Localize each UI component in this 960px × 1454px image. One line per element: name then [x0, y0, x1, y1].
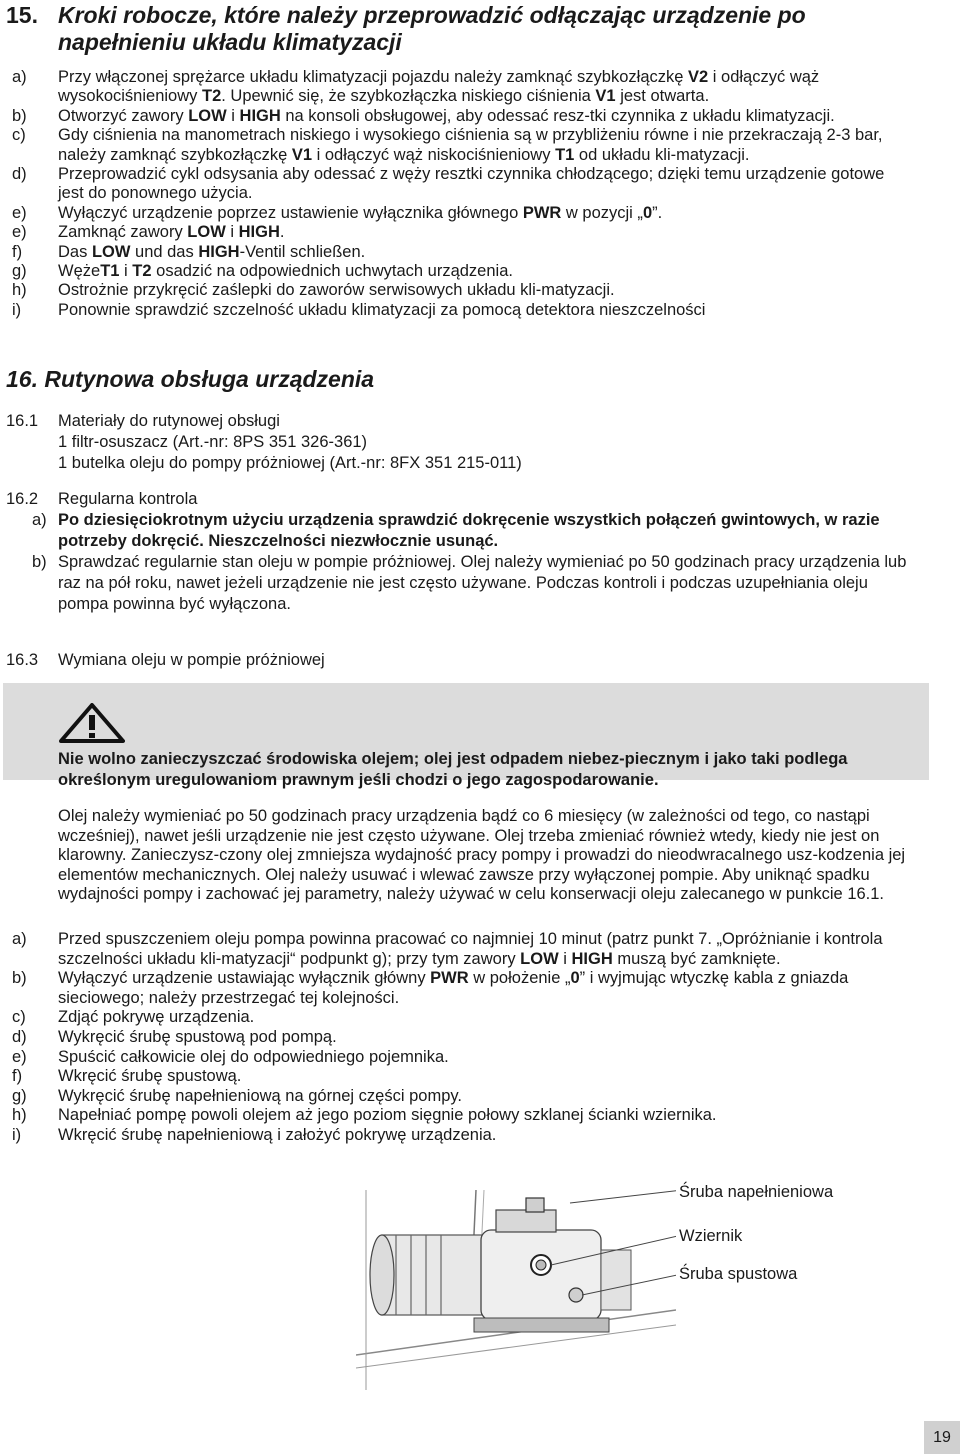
section-15-item-text: LOW [188, 106, 227, 125]
section-15-item [6, 262, 911, 281]
section-15-item-text: ”. [652, 203, 663, 222]
section-15-item-text: Wyłączyć urządzenie poprzez ustawienie wyłącznika głównego [58, 203, 523, 222]
callout-sight-glass: Wziernik [679, 1227, 743, 1245]
section-15-item-text: V1 [291, 145, 313, 164]
section-15-item-text: LOW [187, 223, 226, 242]
section-16-2-a-label: a) [32, 511, 47, 529]
section-16-2-b-label: b) [32, 553, 47, 571]
page-number: 19 [924, 1421, 960, 1454]
section-15-item-label: e) [12, 203, 27, 222]
section-16-3-item [6, 969, 911, 1008]
section-16-2-a-text: Po dziesięciokrotnym użyciu urządzenia sprawdzić dokręcenie wszystkich połączeń gwintowych, w razie potrzeby dokręcić. Nieszczelności niezwłocznie usunąć. [58, 511, 880, 550]
section-16-1-title: Materiały do rutynowej obsługi [58, 412, 280, 430]
section-15-item-text: -Ventil schließen. [239, 242, 366, 261]
section-15-item-label: g) [12, 262, 27, 281]
section-16-1-line-2: 1 butelka oleju do pompy próżniowej (Art.-nr: 8FX 351 215-011) [58, 454, 522, 472]
section-15-item-text: Zamknąć zawory [58, 223, 188, 242]
section-15-item [6, 243, 911, 262]
section-16-3-item-text: PWR [430, 969, 469, 988]
section-15-item-text: . [279, 223, 285, 242]
section-16-3-item-text: w położenie „ [468, 969, 571, 988]
section-16-3-item [6, 1008, 911, 1028]
section-15-item-text: i [226, 106, 240, 125]
section-15-item-text: Otworzyć zawory [58, 106, 189, 125]
section-15-item-text: 0 [642, 203, 653, 222]
section-15-item [6, 281, 911, 300]
section-16-3-item [6, 1067, 911, 1087]
section-16-2 [6, 489, 911, 615]
section-15-item-text: T1 [100, 262, 120, 281]
section-16-3-item-label: h) [12, 1106, 27, 1125]
section-15-item-text: T2 [132, 262, 152, 281]
section-15-item [6, 301, 911, 320]
section-16-3-item-label: d) [12, 1027, 27, 1046]
section-15-item-text: Ponownie sprawdzić szczelność układu klimatyzacji za pomocą detektora nieszczelności [58, 300, 706, 319]
callout-fill-screw: Śruba napełnieniowa [679, 1183, 834, 1201]
section-16-1-line-1: 1 filtr-osuszacz (Art.-nr: 8PS 351 326-361) [58, 433, 368, 451]
section-15-item-text: Das [58, 242, 92, 261]
section-16-3-item [6, 930, 911, 969]
section-15-item-text: Gdy ciśnienia na manometrach niskiego i wysokiego ciśnienia są w przybliżeniu równe i nie przekraczają 2-3 bar, należy zamknąć szybkozłączkę [58, 126, 883, 164]
section-16-3-item-text: Zdjąć pokrywę urządzenia. [58, 1008, 255, 1027]
section-16-2-b-text: Sprawdzać regularnie stan oleju w pompie próżniowej. Olej należy wymieniać po 50 godzinach pracy urządzenia lub raz na pół roku, nawet jeżeli urządzenie nie jest często używane. Podczas kontroli i podczas uzupełniania oleju pompa powinna być wyłączona. [58, 553, 907, 613]
section-15-title: Kroki robocze, które należy przeprowadzić odłączając urządzenie po napełnieniu układu klimatyzacji [58, 2, 806, 55]
section-16-3-item-text: Napełniać pompę powoli olejem aż jego poziom sięgnie połowy szklanej ścianki wziernika. [58, 1106, 717, 1125]
section-15-item-label: b) [12, 106, 27, 125]
section-15-list [6, 68, 911, 320]
section-15-item-text: i [119, 262, 133, 281]
section-16-3-item-label: c) [12, 1008, 26, 1027]
section-15-item-text: und das [130, 242, 199, 261]
section-15-item [6, 126, 911, 165]
section-16-3-item [6, 1126, 911, 1146]
section-16-3-item-label: f) [12, 1067, 23, 1086]
section-15-item-label: c) [12, 126, 26, 145]
section-15-number: 15. [6, 2, 38, 28]
section-15-item-text: na konsoli obsługowej, aby odessać resz-tki czynnika z układu klimatyzacji. [280, 106, 835, 125]
section-15-item-text: V1 [595, 87, 616, 106]
section-16-3-item-text: Przed spuszczeniem oleju pompa powinna pracować co najmniej 10 minut (patrz punkt 7. „Opróżnianie i kontrola szczelności układu kli-matyzacji“ podpunkt g); przy tym zawory [58, 930, 883, 968]
section-15-item-text: V2 [688, 68, 709, 86]
section-15-item-text: i odłączyć wąż niskociśnieniowy [312, 145, 556, 164]
section-15-item-text: i odłączyć wąż wysokociśnieniowy [58, 68, 820, 106]
section-15-item-label: a) [12, 68, 27, 86]
section-16-3-item-text: HIGH [571, 949, 613, 968]
section-16-3-steps [6, 930, 911, 1146]
section-16-3-item-text: Wyłączyć urządzenie ustawiając wyłącznik główny [58, 969, 431, 988]
section-15-item-text: jest otwarta. [615, 87, 710, 106]
warning-triangle-icon [59, 703, 125, 743]
section-15-item-text: HIGH [238, 223, 280, 242]
section-16-2-title: Regularna kontrola [58, 490, 198, 508]
section-15-item-text: PWR [522, 203, 562, 222]
section-16-3-item-label: e) [12, 1047, 27, 1066]
section-15-item-text: . Upewnić się, że szybkozłączka niskiego ciśnienia [221, 87, 596, 106]
section-16-3-item [6, 1087, 911, 1107]
section-16-2-number: 16.2 [6, 490, 39, 508]
section-16-1 [6, 411, 926, 474]
section-15-item-text: Ostrożnie przykręcić zaślepki do zaworów serwisowych układu kli-matyzacji. [58, 281, 615, 300]
section-15-item-text: HIGH [239, 106, 281, 125]
section-16-3-item-label: b) [12, 969, 27, 988]
section-15-item-label: i) [12, 300, 22, 319]
section-16-3-item-text: Spuścić całkowicie olej do odpowiedniego pojemnika. [58, 1047, 449, 1066]
section-15-item-text: T1 [555, 145, 575, 164]
section-16-3-item-label: g) [12, 1086, 27, 1105]
section-16-3-item-text: 0 [570, 969, 580, 988]
section-16-3-number: 16.3 [6, 651, 39, 669]
section-16-3-item-text: muszą być zamknięte. [612, 949, 781, 968]
section-15-item-text: LOW [91, 242, 131, 261]
section-16-3-item [6, 1028, 911, 1048]
section-15-item [6, 204, 911, 223]
section-16-3-item-label: i) [12, 1125, 22, 1144]
pump-illustration [356, 1190, 676, 1390]
section-15-item [6, 165, 911, 204]
warning-text: Nie wolno zanieczyszczać środowiska olejem; olej jest odpadem niebez-piecznym i jako taki podlega określonym uregulowaniom prawnym jeśli chodzi o jego zagospodarowanie. [58, 750, 848, 789]
section-15-item [6, 223, 911, 242]
section-16-3-item-text: Wykręcić śrubę spustową pod pompą. [58, 1027, 337, 1046]
section-16-3-item-label: a) [12, 930, 27, 948]
section-16-3-item-text: Wkręcić śrubę napełnieniową i założyć pokrywę urządzenia. [58, 1125, 497, 1144]
section-16-3-item [6, 1106, 911, 1126]
section-16-3-item-text: LOW [520, 949, 559, 968]
section-16-1-number: 16.1 [6, 412, 39, 430]
callout-drain-screw: Śruba spustowa [679, 1265, 798, 1283]
section-16-heading: 16. Rutynowa obsługa urządzenia [6, 366, 375, 392]
section-15-item-label: f) [12, 242, 23, 261]
section-15-item-text: i [225, 223, 239, 242]
section-15-item [6, 68, 911, 107]
section-16-3-title: Wymiana oleju w pompie próżniowej [58, 651, 325, 669]
section-16-3-item-text: Wykręcić śrubę napełnieniową na górnej części pompy. [58, 1086, 462, 1105]
section-15-item-label: e) [12, 223, 27, 242]
section-15-item-text: T2 [201, 87, 222, 106]
section-15-item [6, 107, 911, 126]
section-15-item-text: osadzić na odpowiednich uchwytach urządzenia. [151, 262, 513, 281]
section-15-item-text: Węże [58, 262, 101, 281]
section-15-item-text: w pozycji „ [561, 203, 643, 222]
section-15-item-text: Przeprowadzić cykl odsysania aby odessać z węży resztki czynnika chłodzącego; dzięki temu urządzenie gotowe jest do ponownego użycia. [58, 165, 885, 203]
section-15-item-text: Przy włączonej sprężarce układu klimatyzacji pojazdu należy zamknąć szybkozłączkę [58, 68, 689, 86]
section-16-3-item-text: Wkręcić śrubę spustową. [58, 1067, 242, 1086]
section-15-item-text: HIGH [198, 242, 240, 261]
section-15-item-label: d) [12, 165, 27, 184]
section-15-item-text: od układu kli-matyzacji. [574, 145, 750, 164]
section-16-3-item-text: i [558, 949, 572, 968]
section-16-3-intro: Olej należy wymieniać po 50 godzinach pracy urządzenia bądź co 6 miesięcy (w zależności od tego, co nastąpi wcześniej), nawet jeśli urządzenie nie jest często używane. Olej trzeba zmieniać również wtedy, kiedy nie jest on klarowny. Zanieczysz-czony olej zmniejsza wydajność pracy pompy i prowadzi do nieodwracalnego usz-kodzenia jej elementów mechanicznych. Olej należy usuwać i wlewać zawsze przy wyłączonej pompie. Aby uniknąć spadku wydajności pompy i zachować jej parametry, należy używać w celu konserwacji oleju zalecanego w punkcie 16.1. [58, 807, 906, 904]
section-16-3-item [6, 1048, 911, 1068]
section-15-item-label: h) [12, 281, 27, 300]
section-16-3-item-text: ” i wyjmując wtyczkę kabla z gniazda sieciowego; należy przestrzegać tej kolejności. [58, 969, 849, 1007]
